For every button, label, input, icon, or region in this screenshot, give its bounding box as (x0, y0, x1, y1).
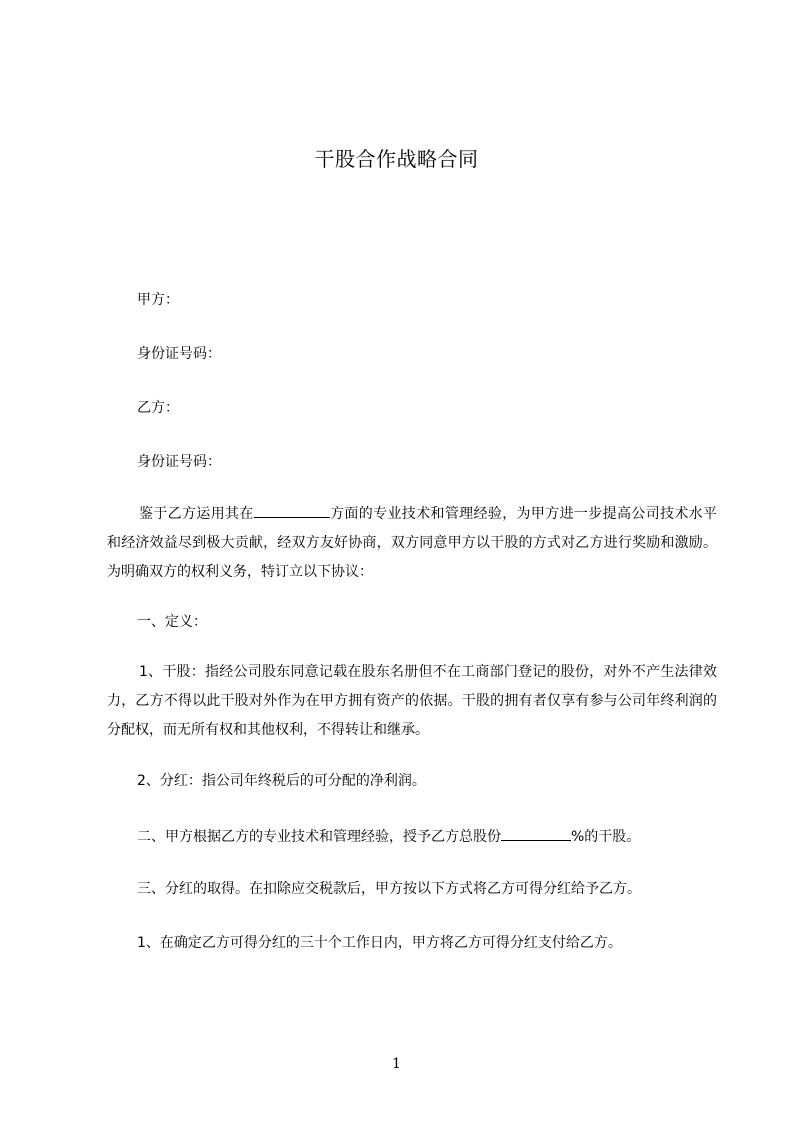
clause-payment-term: 1、在确定乙方可得分红的三十个工作日内，甲方将乙方可得分红支付给乙方。 (137, 935, 622, 951)
section-dividend-obtaining: 三、分红的取得。在扣除应交税款后，甲方按以下方式将乙方可得分红给予乙方。 (137, 881, 641, 897)
section-share-grant (137, 825, 640, 847)
document-title: 干股合作战略合同 (314, 147, 479, 171)
definition-dry-shares: 1、干股：指经公司股东同意记载在股东名册但不在工商部门登记的股份，对外不产生法律效力，乙方不得以此干股对外作为在甲方拥有资产的依据。干股的拥有者仅享有参与公司年终利润的分配权，而无所有权和其他权利，不得转让和继承。 (107, 664, 717, 738)
preamble-text-rest: 方面的专业技术和管理经验，为甲方进一步提高公司技术水平和经济效益尽到极大贡献，经双方友好协商，双方同意甲方以干股的方式对乙方进行奖励和激励。为明确双方的权利义务，特订立以下协议： (107, 506, 718, 580)
party-b-id-label: 身份证号码： (137, 454, 221, 470)
field-blank (254, 502, 330, 518)
share-grant-suffix: %的干股。 (571, 829, 641, 845)
section-definitions-heading: 一、定义： (137, 614, 207, 630)
party-a-label: 甲方： (137, 292, 179, 308)
definition-dividend: 2、分红：指公司年终税后的可分配的净利润。 (137, 773, 426, 789)
preamble-text-start: 鉴于乙方运用其在 (139, 506, 254, 522)
preamble-paragraph (107, 500, 717, 587)
party-a-id-label: 身份证号码： (137, 346, 221, 362)
percentage-blank (501, 825, 571, 841)
page-number: 1 (392, 1056, 401, 1072)
party-b-label: 乙方： (137, 400, 179, 416)
share-grant-text: 二、甲方根据乙方的专业技术和管理经验，授予乙方总股份 (137, 829, 501, 845)
